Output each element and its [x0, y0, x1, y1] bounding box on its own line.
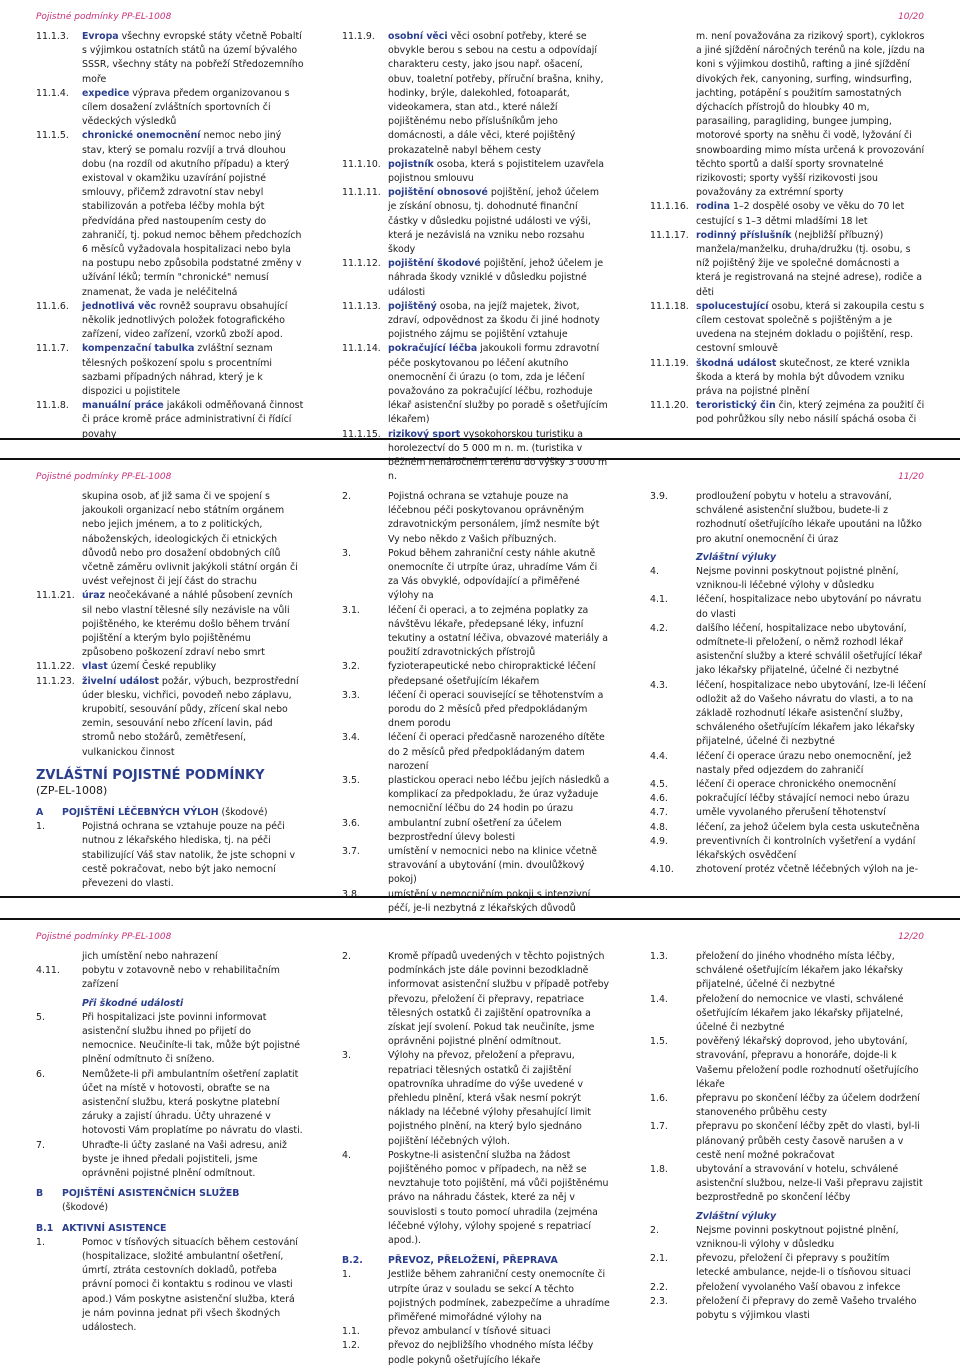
doc-title: Pojistné podmínky PP-EL-1008: [36, 472, 172, 482]
list-item: [650, 357, 926, 400]
list-item: [342, 660, 610, 688]
list-item: [650, 399, 926, 427]
continuation-text: jich umístění nebo nahrazení: [82, 951, 218, 962]
item-number: 4.6.: [650, 793, 668, 805]
item-text: Evropa všechny evropské státy včetně Pobaltí s výjimkou ostatních států na území bývalého SSSR, všechny státy na pobřeží Středozemního moře: [82, 31, 304, 85]
term-keyword: jednotlivá věc: [82, 300, 157, 312]
claims-list: [36, 1011, 304, 1181]
item-text: škodná událost skutečnost, ze které vznikla škoda a která by mohla být důvodem vzniku práva na pojistné plnění: [696, 357, 910, 398]
column-3: [650, 950, 926, 1323]
list-item: [650, 778, 926, 792]
item-number: 11.1.20.: [650, 400, 689, 412]
item-number: 3.4.: [342, 732, 360, 744]
list-item: [36, 30, 304, 87]
item-number: 2.: [650, 1224, 659, 1236]
section-a-list: [36, 820, 304, 891]
item-text: převozu, přeložení či přepravy s použitím letecké ambulance, nejde-li o tísňovou situaci: [696, 1253, 911, 1279]
term-keyword: spolucestující: [696, 300, 769, 312]
list-item: [342, 257, 610, 300]
item-number: 4.: [342, 1149, 351, 1161]
item-number: 3.: [342, 1050, 351, 1062]
item-text: Nejsme povinni poskytnout pojistné plnění, vzniknou-li léčebné výlohy v důsledku: [696, 566, 899, 592]
list-item: [342, 817, 610, 845]
list-item: [36, 1236, 304, 1335]
item-number: 3.1.: [342, 604, 360, 616]
list-item: [650, 1120, 926, 1163]
item-text: léčení či operace úrazu nebo onemocnění, jež nastaly před odjezdem do zahraničí: [696, 750, 912, 776]
item-number: 11.1.9.: [342, 31, 375, 42]
section-a-heading: A POJIŠTĚNÍ LÉČEBNÝCH VÝLOH (škodové): [36, 807, 268, 819]
item-text: Výlohy na převoz, přeložení a přepravu, repatriaci tělesných ostatků či zajištění opatrovníka uhradíme do výše uvedené v přehledu plnění, která však nesmí pokrýt náklady na léčebné výlohy přesahující limit pojistného plnění, na který bylo sjednáno pojištění léčebných výloh.: [388, 1050, 591, 1147]
list-item: [342, 950, 610, 1049]
term-keyword: rizikový sport: [388, 428, 461, 440]
item-number: 1.2.: [342, 1340, 360, 1352]
page-header: [36, 472, 924, 482]
section-b1-heading: B.1 AKTIVNÍ ASISTENCE: [36, 1222, 167, 1234]
exclusions-list: [650, 1224, 926, 1323]
term-keyword: vlast: [82, 661, 108, 673]
term-keyword: pokračující léčba: [388, 343, 478, 355]
term-keyword: rodinný příslušník: [696, 229, 792, 241]
item-text: osobní věci věci osobní potřeby, které se obvykle berou s sebou na cestu a odpovídají charakteru cesty, jako jsou např. ošacení, obuv, toaletní potřeby, příruční brašna, knihy, hodinky, brýle, dalekohled, fotoaparát, videokamera, stan atd., které náleží pojištěnému nebo příslušníkům jeho domácnosti, a dále věci, které pojištěný prokazatelně nabyl během cesty: [388, 31, 604, 156]
term-keyword: úraz: [82, 590, 106, 602]
item-number: 11.1.8.: [36, 400, 69, 412]
special-conditions-code: (ZP-EL-1008): [36, 783, 108, 797]
list-item: [650, 835, 926, 863]
list-item: [650, 993, 926, 1036]
page-number: 11/20: [898, 472, 924, 482]
item-text: přeložení do nemocnice ve vlasti, schválené ošetřujícím lékařem jako lékařsky přijatelné, účelné či nezbytné: [696, 993, 904, 1034]
list-item: [36, 87, 304, 130]
item-text: přepravu po skončení léčby zpět do vlasti, byl-li plánovaný průběh cesty časově narušen a v cestě není možné pokračovat: [696, 1121, 920, 1161]
item-text: převoz ambulancí v tísňové situaci: [388, 1326, 551, 1338]
list-item: [650, 1295, 926, 1323]
item-text: chronické onemocnění nemoc nebo jiný stav, který se pomalu rozvíjí a trvá dlouhou dobu (na rozdíl od akutního případu) a který existoval v okamžiku uzavírání pojistné smlouvy, přičemž zdravotní stav nebyl stabilizován a potřeba léčby mohla být předvídána před nastoupením cesty do zahraničí, tj. pokud nemoc během předchozích 6 měsíců vyžadovala hospitalizaci nebo byla na postupu nebo způsobila podstatné změny v užívání léků; termín "chronické" nemusí znamenat, že vada je neléčitelná: [82, 130, 302, 298]
exclusions-list: [650, 565, 926, 877]
item-text: Při hospitalizaci jste povinni informovat asistenční službu ihned po přijetí do nemocnice. Neučiníte-li tak, může být pojistné plnění odmítnuto či sníženo.: [82, 1011, 301, 1066]
item-text: léčení či operace chronického onemocnění: [696, 779, 896, 791]
item-text: fyzioterapeutické nebo chiropraktické léčení předepsané ošetřujícím lékařem: [388, 661, 596, 687]
item-text: přeložení do jiného vhodného místa léčby, schválené ošetřujícím lékařem jako lékařsky přijatelné, účelné či nezbytné: [696, 951, 904, 991]
item-text: přeložení vyvolaného Vaší obavou z infekce: [696, 1281, 901, 1293]
term-keyword: expedice: [82, 87, 130, 99]
list-item: [650, 950, 926, 993]
item-number: 3.9.: [650, 491, 668, 502]
section-b-heading: B POJIŠTĚNÍ ASISTENČNÍCH SLUŽEB (škodové): [36, 1188, 240, 1214]
column-2: [342, 30, 610, 485]
item-text: přepravu po skončení léčby za účelem dodržení stanoveného průběhu cesty: [696, 1093, 920, 1119]
list-item: [342, 604, 610, 661]
item-number: 11.1.22.: [36, 661, 75, 673]
item-text: ambulantní zubní ošetření za účelem bezprostřední úlevy bolesti: [388, 817, 562, 843]
list-item: [342, 888, 610, 916]
item-text: pokračující léčba jakoukoli formu zdravotní péče poskytovanou po léčení akutního onemocnění či úrazu (o tom, zda je léčení považováno za pokračující léčbu, rozhoduje lékař asistenční služby po poradě s ošetřujícím lékařem): [388, 343, 608, 426]
section-b2-heading: B.2. PŘEVOZ, PŘELOŽENÍ, PŘEPRAVA: [342, 1255, 558, 1267]
list-item: [342, 1149, 610, 1248]
list-item: [650, 1281, 926, 1295]
item-number: 11.1.11.: [342, 187, 381, 199]
list-item: [650, 1092, 926, 1120]
list-item: [650, 565, 926, 593]
item-number: 4.7.: [650, 807, 668, 819]
item-text: pojištěný osoba, na jejíž majetek, život, zdraví, odpovědnost za škodu či jiné hodnoty pojistného zájmu se pojištění vztahuje: [388, 300, 600, 341]
term-keyword: živelní událost: [82, 675, 159, 687]
item-text: uměle vyvolaného přerušení těhotenství: [696, 807, 886, 819]
list-item: [342, 1049, 610, 1148]
list-item: [342, 1339, 610, 1367]
list-item: [36, 589, 304, 660]
item-number: 11.1.18.: [650, 300, 689, 312]
special-conditions-title: ZVLÁŠTNÍ POJISTNÉ PODMÍNKY: [36, 767, 265, 783]
item-text: zhotovení protéz včetně léčebných výloh na je-: [696, 864, 918, 876]
item-text: léčení, hospitalizace nebo ubytování po návratu do vlasti: [696, 594, 922, 620]
continuation-text: skupina osob, ať již sama či ve spojení s jakoukoli organizací nebo státním orgánem nebo jejich jménem, a to z politických, náboženských, ideologických či etnických důvodů nebo pro dosažení obdobných cílů včetně záměru ovlivnit jakýkoli státní orgán či uvést veřejnost či její část do strachu: [82, 491, 298, 588]
page-header: [36, 932, 924, 942]
list-item: [36, 1068, 304, 1139]
item-number: 3.5.: [342, 775, 360, 787]
claims-heading: Při škodné události: [82, 997, 184, 1009]
item-text: živelní událost požár, výbuch, bezprostřední úder blesku, vichřici, povodeň nebo záplavu, krupobití, sesouvání půdy, zřícení skal nebo zemin, sesouvání nebo zřícení lavin, pád stromů nebo stožárů, zemětřesení, vulkanickou činnost: [82, 675, 299, 758]
item-text: pojistník osoba, která s pojistitelem uzavřela pojistnou smlouvu: [388, 158, 604, 185]
exclusions-heading: Zvláštní výluky: [696, 1210, 777, 1222]
items-list: [36, 964, 304, 992]
item-number: 4.11.: [36, 965, 60, 977]
list-item: [650, 300, 926, 357]
item-number: 11.1.21.: [36, 590, 75, 602]
item-text: teroristický čin čin, který zejména za použití či pod pohrůžkou síly nebo násilí spáchá osoba či: [696, 400, 925, 426]
section-b1-list: [36, 1236, 304, 1335]
doc-title: Pojistné podmínky PP-EL-1008: [36, 932, 172, 942]
term-keyword: rodina: [696, 201, 730, 213]
list-item: [36, 964, 304, 992]
item-number: 1.3.: [650, 951, 668, 962]
item-number: 11.1.12.: [342, 258, 381, 270]
list-item: [650, 490, 926, 547]
list-item: [650, 593, 926, 621]
term-keyword: manuální práce: [82, 400, 164, 412]
item-text: pobytu v zotavovně nebo v rehabilitačním zařízení: [82, 965, 280, 991]
item-number: 4.3.: [650, 679, 668, 691]
item-text: Poskytne-li asistenční služba na žádost pojištěného pomoc v případech, na něž se nevztahuje toto pojištění, má vůči pojištěnému právo na náhradu částek, které za něj v souvislosti s touto pomocí uhradila (zejména léčebné výlohy, výlohy spojené s repatriací apod.).: [388, 1149, 609, 1247]
list-item: [36, 300, 304, 343]
item-number: 1.4.: [650, 993, 668, 1005]
item-text: vlast území České republiky: [82, 661, 217, 673]
item-text: pojištění obnosové pojištění, jehož účelem je získání obnosu, tj. dohodnuté finanční částky v důsledku pojistné události ve výši, která je nezávislá na vzniku nebo rozsahu škody: [388, 187, 599, 256]
term-keyword: osobní věci: [388, 31, 448, 42]
item-text: umístění v nemocničním pokoji s intenzivní péčí, je-li nezbytná z lékařských důvodů: [388, 888, 591, 914]
item-text: prodloužení pobytu v hotelu a stravování, schválené asistenční službou, budete-li z rozhodnutí ošetřujícího lékaře upoutáni na lůžko pro akutní onemocnění či úraz: [696, 491, 922, 545]
page-10: [0, 0, 960, 483]
list-item: [650, 806, 926, 820]
item-text: rodina 1–2 dospělé osoby ve věku do 70 let cestující s 1–3 dětmi mladšími 18 let: [696, 201, 905, 227]
item-number: 3.2.: [342, 661, 360, 673]
item-text: úraz neočekávané a náhlé působení zevních sil nebo vlastní tělesné síly nezávisle na vůli pojištěného, ke kterému došlo během trvání pojištění a kterým bylo pojištěnému způsobeno poškození zdraví nebo smrt: [82, 590, 293, 659]
item-text: preventivních či kontrolních vyšetření a vydání lékařských osvědčení: [696, 835, 916, 862]
term-keyword: chronické onemocnění: [82, 130, 201, 142]
column-2: [342, 950, 610, 1368]
item-number: 1.5.: [650, 1036, 668, 1048]
item-number: 11.1.7.: [36, 343, 69, 355]
item-number: 3.3.: [342, 689, 360, 701]
item-text: pověřený lékařský doprovod, jeho ubytování, stravování, přepravu a honoráře, dojde-li k Vašemu přeložení podle rozhodnutí ošetřujícího lékaře: [696, 1036, 919, 1090]
item-number: 2.: [342, 491, 351, 502]
item-text: Pojistná ochrana se vztahuje pouze na léčebnou péči poskytovanou oprávněným zdravotnickým personálem, jímž nesmíte být Vy nebo někdo z Vašich příbuzných.: [388, 491, 600, 545]
item-number: 2.1.: [650, 1253, 668, 1265]
exclusions-heading: Zvláštní výluky: [696, 551, 777, 563]
item-text: léčení, hospitalizace nebo ubytování, lze-li léčení odložit až do Vašeho návratu do vlasti, a to na základě rozhodnutí lékaře asistenční služby, schváleného ošetřujícím lékařem jako lékařsky přijatelné, účelné či nezbytné: [696, 679, 926, 748]
column-1: [36, 490, 304, 891]
item-number: 3.7.: [342, 846, 360, 858]
list-item: [36, 129, 304, 299]
item-number: 1.: [36, 821, 45, 833]
list-item: [342, 774, 610, 817]
item-text: manuální práce jakákoli odměňovaná činnost či práce kromě práce administrativní či řídící povahy: [82, 400, 304, 440]
item-text: Kromě případů uvedených v těchto pojistných podmínkách jste dále povinni bezodkladně informovat asistenční službu v případě potřeby převozu, přeložení či přepravy, repatriace tělesných ostatků či zajištění opatrovníka a získat její svolení. Pokud tak neučiníte, jsme oprávněni pojistné plnění odmítnout.: [388, 951, 610, 1048]
column-3: [650, 30, 926, 428]
item-number: 4.2.: [650, 622, 668, 634]
list-item: [650, 679, 926, 750]
list-item: [36, 342, 304, 399]
item-number: 3.6.: [342, 817, 360, 829]
item-number: 4.1.: [650, 594, 668, 606]
item-number: 1.: [36, 1236, 45, 1248]
item-number: 3.8.: [342, 888, 360, 900]
item-number: 11.1.13.: [342, 300, 381, 312]
item-number: 4.8.: [650, 821, 668, 833]
list-item: [36, 660, 304, 674]
item-text: dalšího léčení, hospitalizace nebo ubytování, odmítnete-li přeložení, o němž rozhodl lékař asistenční služby a které schválil ošetřující lékař jako lékařsky přijatelné, účelné či nezbytné: [696, 622, 923, 677]
item-text: převoz do nejbližšího vhodného místa léčby podle pokynů ošetřujícího lékaře: [388, 1340, 594, 1366]
list-item: [650, 750, 926, 778]
item-number: 11.1.19.: [650, 357, 689, 369]
list-item: [342, 490, 610, 547]
item-number: 3.: [342, 547, 351, 559]
page-number: 12/20: [898, 932, 924, 942]
item-text: léčení či operaci předčasně narozeného dítěte do 2 měsíců před předpokládaným datem narození: [388, 732, 605, 772]
list-item: [342, 845, 610, 888]
list-item: [650, 622, 926, 679]
column-1: [36, 30, 304, 442]
item-text: ubytování a stravování v hotelu, schválené asistenční službou, nelze-li Vaši přepravu zajistit bezprostředně po skončení léčby: [696, 1164, 923, 1204]
page-11: [0, 458, 960, 914]
item-number: 1.: [342, 1269, 351, 1281]
term-keyword: pojištěný: [388, 300, 437, 312]
item-text: léčení či operaci, a to zejména poplatky za návštěvu lékaře, předepsané léky, infuzní tekutiny a ostatní léčiva, obvazové materiály a použití zdravotnických přístrojů: [388, 604, 608, 659]
list-item: [650, 863, 926, 877]
list-item: [36, 675, 304, 760]
list-item: [650, 1252, 926, 1280]
list-item: [650, 229, 926, 300]
item-text: léčení či operaci související se těhotenstvím a porodu do 2 měsíců před předpokládaným dnem porodu: [388, 689, 604, 730]
section-b2-list: [342, 1268, 610, 1367]
list-item: [650, 821, 926, 835]
list-item: [342, 1325, 610, 1339]
item-number: 4.9.: [650, 835, 668, 847]
item-number: 11.1.4.: [36, 87, 69, 99]
list-item: [342, 300, 610, 343]
items-list: [650, 490, 926, 547]
list-item: [36, 820, 304, 891]
item-text: Pojistná ochrana se vztahuje pouze na péči nutnou z lékařského hlediska, tj. na péči stabilizující Váš stav natolik, že jste schopni v cestě pokračovat, nebo být jako nemocní převezeni do vlasti.: [82, 821, 296, 890]
item-text: umístění v nemocnici nebo na klinice včetně stravování a ubytování (min. dvoulůžkový pokoj): [388, 846, 598, 886]
list-item: [342, 186, 610, 257]
item-number: 1.7.: [650, 1121, 668, 1133]
item-number: 1.8.: [650, 1164, 668, 1176]
item-text: jednotlivá věc rovněž soupravu obsahující několik jednotlivých položek fotografického zařízení, video zařízení, vzorků zboží apod.: [82, 300, 288, 341]
item-number: 11.1.17.: [650, 229, 689, 241]
item-text: léčení, za jehož účelem byla cesta uskutečněna: [696, 821, 920, 833]
item-number: 7.: [36, 1139, 45, 1151]
items-list: [650, 950, 926, 1206]
column-3: [650, 490, 926, 877]
page-12: [0, 918, 960, 1366]
item-text: Pomoc v tísňových situacích během cestování (hospitalizace, složité ambulantní ošetření, úmrtí, ztráta cestovních dokladů, potřeba právní pomoci či kontaktu s rodinou ve vlasti apod.) Vám poskytne asistenční služba, která je nám povinna jednat při všech škodných událostech.: [82, 1236, 298, 1334]
column-2: [342, 490, 610, 916]
list-item: [342, 731, 610, 774]
item-text: Uhraďte-li účty zaslané na Vaši adresu, aniž byste je ihned předali pojistiteli, jsme oprávněni pojistné plnění odmítnout.: [82, 1139, 287, 1180]
list-item: [36, 1011, 304, 1068]
item-number: 2.2.: [650, 1281, 668, 1293]
list-item: [342, 1268, 610, 1325]
item-number: 11.1.10.: [342, 158, 381, 170]
list-item: [36, 399, 304, 442]
item-text: pokračující léčby stávající nemoci nebo úrazu: [696, 793, 910, 805]
continuation-text: m. není považována za rizikový sport), cyklokros a jiné sjíždění náročných terénů na kole, jízdu na koni s výjimkou dostihů, rafting a jiné sjíždění divokých řek, canyoning, surfing, windsurfing, jachting, potápění s použitím samostatných dýchacích přístrojů do hloubky 40 m, parasailing, paragliding, bungee jumping, motorové sporty na sněhu či vodě, lyžování či snowboarding mimo místa určená k provozování těchto sportů a další sporty srovnatelné rizikovosti; sporty vyšší rizikovosti jsou považovány za extrémní sporty: [696, 31, 925, 199]
item-number: 2.3.: [650, 1295, 668, 1307]
term-keyword: škodná událost: [696, 357, 777, 369]
item-number: 4.10.: [650, 864, 674, 876]
page-number: 10/20: [898, 12, 924, 22]
item-text: Jestliže během zahraniční cesty onemocníte či utrpíte úraz v souladu se sekcí A těchto pojistných podmínek, zabezpečíme a uhradíme přiměřené mimořádné výlohy na: [388, 1269, 610, 1324]
column-1: [36, 950, 304, 1335]
doc-title: Pojistné podmínky PP-EL-1008: [36, 12, 172, 22]
term-keyword: pojištění obnosové: [388, 187, 488, 199]
item-number: 4.4.: [650, 750, 668, 762]
list-item: [650, 200, 926, 228]
item-number: 11.1.5.: [36, 130, 69, 142]
list-item: [342, 547, 610, 604]
items-list: [342, 950, 610, 1248]
list-item: [650, 1224, 926, 1252]
item-text: pojištění škodové pojištění, jehož účelem je náhrada škody vzniklé v důsledku pojistné události: [388, 258, 604, 298]
page-header: [36, 12, 924, 22]
item-number: 11.1.6.: [36, 300, 69, 312]
item-text: spolucestující osobu, která si zakoupila cestu s cílem cestovat společně s pojištěným a je uvedena na stejném dokladu o pojištění, resp. cestovní smlouvě: [696, 300, 925, 355]
item-text: Nemůžete-li při ambulantním ošetření zaplatit účet na místě v hotovosti, obraťte se na asistenční službu, která poskytne platební záruky a zajistí úhradu. Účty uhrazené v hotovosti Vám proplatíme po návratu do vlasti.: [82, 1068, 303, 1137]
item-number: 11.1.15.: [342, 428, 381, 440]
list-item: [342, 158, 610, 186]
item-number: 1.1.: [342, 1326, 360, 1338]
item-text: expedice výprava předem organizovanou s cílem dosažení zvláštních sportovních či vědeckých výsledků: [82, 87, 290, 128]
list-item: [650, 1035, 926, 1092]
item-text: Nejsme povinni poskytnout pojistné plnění, vzniknou-li výlohy v důsledku: [696, 1224, 899, 1251]
item-text: plastickou operaci nebo léčbu jejích následků a komplikací za předpokladu, že úraz vyžaduje nemocniční léčbu do 24 hodin po úrazu: [388, 775, 610, 815]
item-text: Pokud během zahraniční cesty náhle akutně onemocníte či utrpíte úraz, uhradíme Vám či za Vás obvyklé, odpovídající a přiměřené výlohy na: [388, 547, 598, 602]
item-number: 11.1.16.: [650, 201, 689, 213]
item-number: 4.: [650, 566, 659, 578]
item-text: kompenzační tabulka zvláštní seznam tělesných poškození spolu s procentními sazbami případných náhrad, který je k dispozici u pojistitele: [82, 343, 273, 398]
list-item: [650, 792, 926, 806]
list-item: [650, 1163, 926, 1206]
list-item: [342, 30, 610, 158]
item-number: 11.1.3.: [36, 31, 69, 42]
definitions-list: [36, 589, 304, 759]
item-text: rizikový sport vysokohorskou turistiku a horolezectví do 5 000 m n. m. (turistika v běžném nenáročném terénu do výšky 3 000 m n.: [388, 428, 608, 483]
item-number: 11.1.14.: [342, 343, 381, 355]
item-number: 1.6.: [650, 1093, 668, 1105]
term-keyword: teroristický čin: [696, 400, 776, 412]
item-number: 2.: [342, 951, 351, 962]
item-text: přeložení či přepravy do země Vašeho trvalého pobytu s výjimkou vlasti: [696, 1295, 917, 1322]
list-item: [342, 689, 610, 732]
term-keyword: Evropa: [82, 31, 119, 42]
definitions-list: [650, 200, 926, 427]
term-keyword: kompenzační tabulka: [82, 343, 195, 355]
item-number: 11.1.23.: [36, 675, 75, 687]
item-text: rodinný příslušník (nejbližší příbuzný) manžela/manželku, druha/družku (tj. osobu, s níž pojištěný žije ve společné domácnosti a která je registrovaná na stejné adrese), rodiče a děti: [696, 229, 922, 298]
list-item: [342, 342, 610, 427]
item-number: 4.5.: [650, 779, 668, 791]
item-number: 5.: [36, 1011, 45, 1023]
term-keyword: pojistník: [388, 158, 434, 170]
list-item: [36, 1139, 304, 1182]
item-number: 6.: [36, 1068, 45, 1080]
term-keyword: pojištění škodové: [388, 258, 481, 270]
